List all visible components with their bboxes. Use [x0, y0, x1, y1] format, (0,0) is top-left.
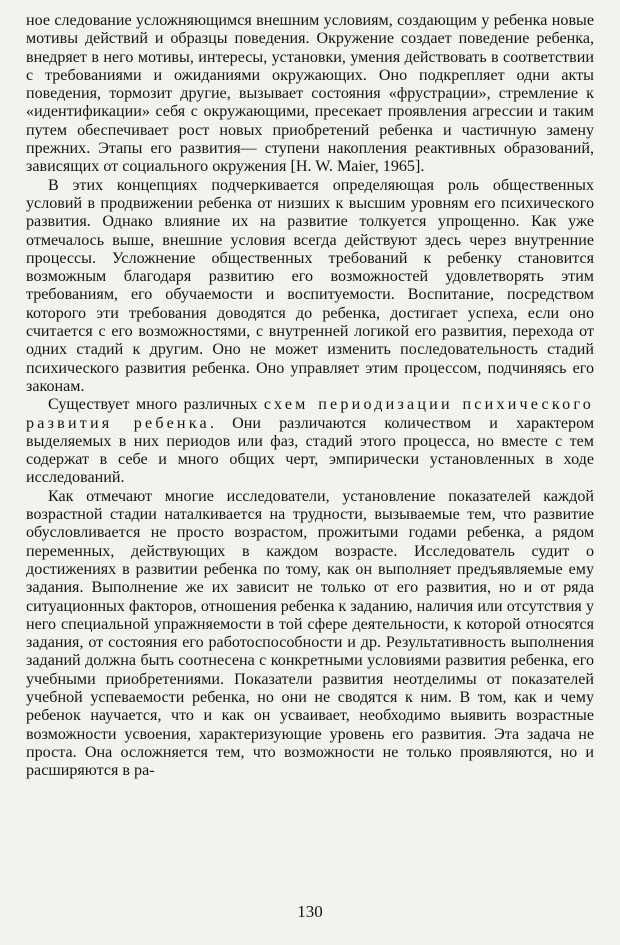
- paragraph-3: [26, 396, 594, 487]
- paragraph-3-lead: Существует много различных: [48, 396, 264, 414]
- paragraph-4: Как отмечают многие исследователи, установление показателей каждой возрастной стадии наталкивается на трудности, вызываемые тем, что развитие обусловливается не просто возрастом, прожитыми годами ребенка, а рядом переменных, действующих в каждом возрасте. Исследователь судит о достижениях в развитии ребенка по тому, как он выполняет предъявляемые ему задания. Выполнение же их зависит не только от его развития, но и от ряда ситуационных факторов, отношения ребенка к заданию, наличия или отсутствия у него специальной упражняемости в той сфере деятельности, к которой относятся задания, от состояния его работоспособности и др. Результативность выполнения заданий должна быть соотнесена с конкретными условиями развития ребенка, его учебными приобретениями. Показатели развития неотделимы от показателей учебной успеваемости ребенка, но они не сводятся к ним. В том, как и чему ребенок научается, что и как он усваивает, необходимо выявить возрастные возможности усвоения, характеризующие уровень его развития. Эта задача не проста. Она осложняется тем, что возможности не только проявляются, но и расширяются в ра-: [26, 487, 594, 780]
- paragraph-3-tail: . Они различаются количеством и характером выделяемых в них периодов или фаз, стадий этого процесса, но вместе с тем содержат в себе и много общих черт, эмпирически установленных в ходе исследований.: [26, 414, 595, 487]
- paragraph-2: В этих концепциях подчеркивается определяющая роль общественных условий в продвижении ребенка от низших к высшим уровням его психического развития. Однако влияние их на развитие толкуется упрощенно. Как уже отмечалось выше, внешние условия всегда действуют здесь через внутренние процессы. Усложнение общественных требований к ребенку становится возможным благодаря развитию его возможностей удовлетворять этим требованиям, его обучаемости и воспитуемости. Воспитание, посредством которого эти требования доводятся до ребенка, достигает успеха, если оно считается с его возможностями, с внутренней логикой его развития, перехода от одних стадий к другим. Оно не может изменить последовательность стадий психического развития ребенка. Оно управляет этим процессом, подчиняясь его законам.: [26, 176, 594, 395]
- document-page: [26, 12, 594, 780]
- paragraph-3-spaced-term: схем периодизации психического развития ребенка: [26, 396, 594, 432]
- page-number: 130: [297, 902, 323, 921]
- paragraph-1: ное следование усложняющимся внешним условиям, создающим у ребенка новые мотивы действий и образцы поведения. Окружение создает поведение ребенка, внедряет в него мотивы, интересы, установки, умения действовать в соответствии с требованиями и ожиданиями окружающих. Оно подкрепляет одни акты поведения, тормозит другие, вызывает состояния «фрустрации», стремление к «идентификации» себя с окружающими, пресекает проявления агрессии и таким путем обеспечивает рост новых приобретений ребенка и частичную замену прежних. Этапы его развития— ступени накопления реактивных образований, зависящих от социального окружения [H. W. Maier, 1965].: [26, 12, 594, 176]
